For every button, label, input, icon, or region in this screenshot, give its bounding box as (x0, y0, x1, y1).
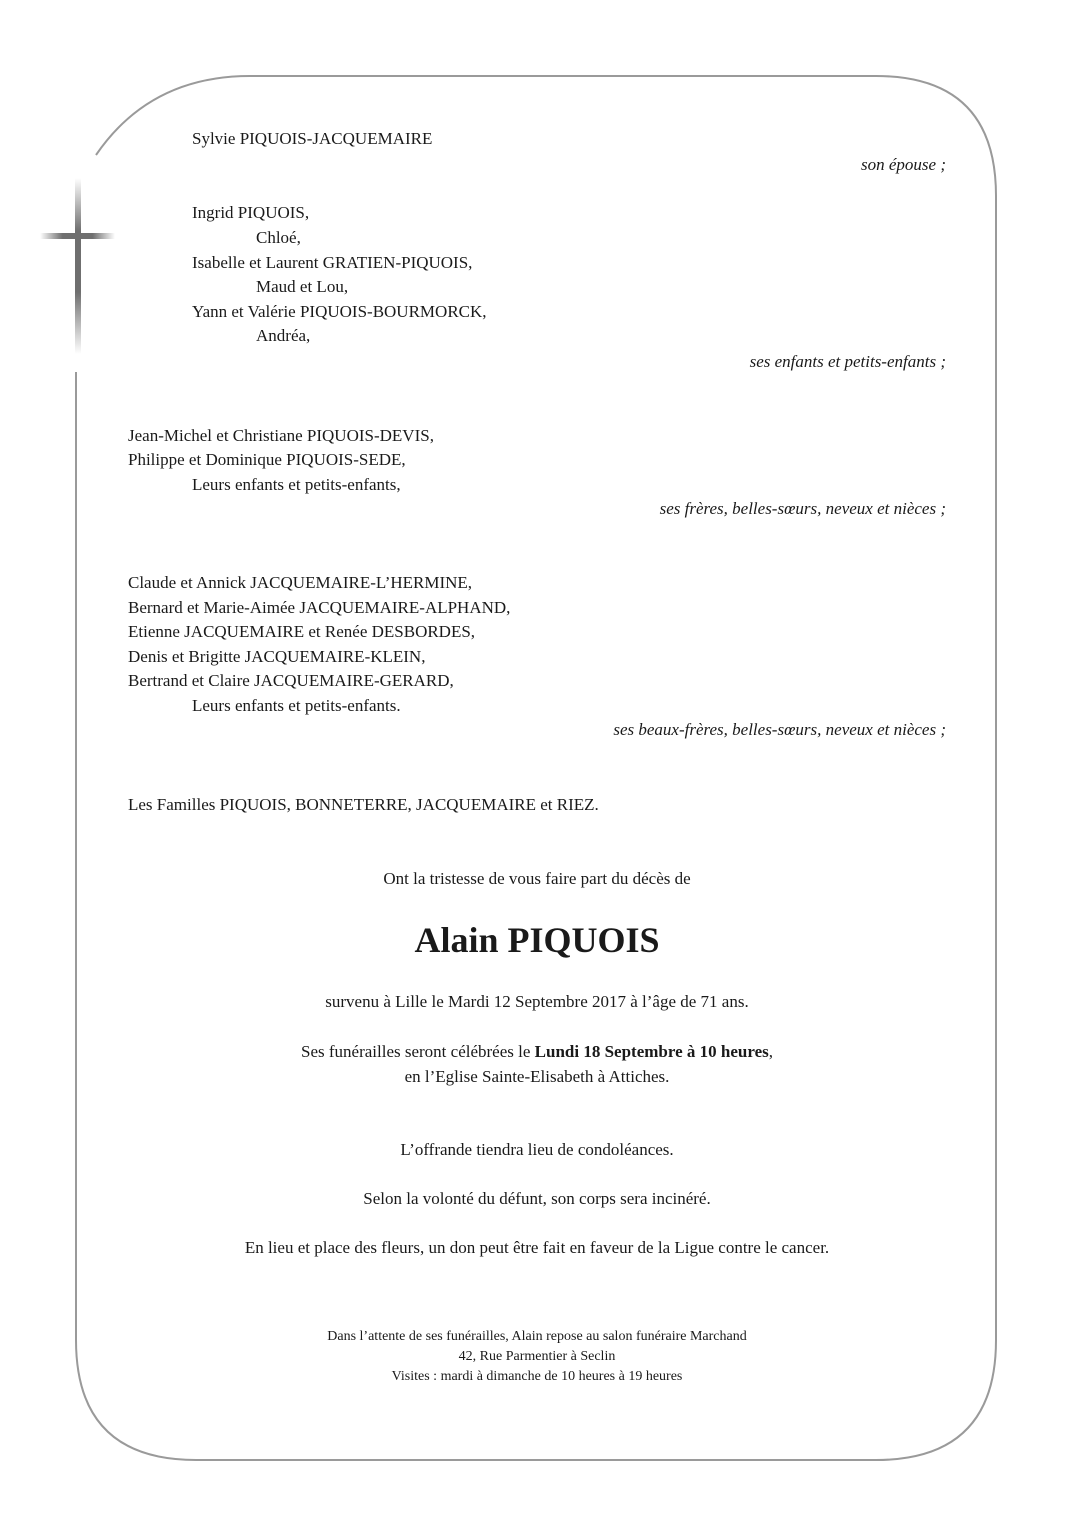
grandchild-line: Andréa, (256, 326, 311, 345)
in-laws-relation: ses beaux-frères, belles-sœurs, neveux et nièces ; (613, 720, 946, 739)
child-line: Ingrid PIQUOIS, (192, 203, 310, 222)
funeral-suffix: , (768, 1042, 773, 1061)
child-line: Yann et Valérie PIQUOIS-BOURMORCK, (192, 302, 487, 321)
families-line: Les Familles PIQUOIS, BONNETERRE, JACQUEMAIRE et RIEZ. (128, 795, 599, 814)
spouse-relation: son épouse ; (861, 155, 946, 174)
in-law-descendants-line: Leurs enfants et petits-enfants. (192, 696, 401, 715)
in-law-line: Claude et Annick JACQUEMAIRE-L’HERMINE, (128, 573, 473, 592)
spouse-name: Sylvie PIQUOIS-JACQUEMAIRE (192, 129, 433, 148)
note-cremation: Selon la volonté du défunt, son corps sera incinéré. (363, 1189, 711, 1208)
announcement-text: Ont la tristesse de vous faire part du décès de (383, 869, 691, 888)
note-condolences: L’offrande tiendra lieu de condoléances. (400, 1140, 674, 1159)
funeral-date: Lundi 18 Septembre à 10 heures (534, 1042, 769, 1061)
footer-line: Dans l’attente de ses funérailles, Alain repose au salon funéraire Marchand (327, 1329, 747, 1344)
sibling-line: Jean-Michel et Christiane PIQUOIS-DEVIS, (128, 426, 434, 445)
siblings-relation: ses frères, belles-sœurs, neveux et nièces ; (659, 499, 946, 518)
sibling-line: Philippe et Dominique PIQUOIS-SEDE, (128, 450, 406, 469)
note-donation: En lieu et place des fleurs, un don peut être fait en faveur de la Ligue contre le cancer. (244, 1238, 830, 1257)
grandchild-line: Chloé, (256, 228, 301, 247)
deceased-name: Alain PIQUOIS (414, 920, 660, 960)
grandchild-line: Maud et Lou, (256, 277, 349, 296)
footer-visits: Visites : mardi à dimanche de 10 heures à 19 heures (391, 1369, 683, 1384)
child-line: Isabelle et Laurent GRATIEN-PIQUOIS, (192, 253, 473, 272)
in-law-line: Bernard et Marie-Aimée JACQUEMAIRE-ALPHAND, (128, 598, 511, 617)
sibling-descendants-line: Leurs enfants et petits-enfants, (192, 475, 401, 494)
in-law-line: Etienne JACQUEMAIRE et Renée DESBORDES, (128, 622, 476, 641)
in-law-line: Bertrand et Claire JACQUEMAIRE-GERARD, (128, 671, 454, 690)
footer-address: 42, Rue Parmentier à Seclin (458, 1349, 616, 1364)
funeral-line (0, 1040, 1074, 1064)
funeral-place: en l’Eglise Sainte-Elisabeth à Attiches. (404, 1067, 670, 1086)
death-info: survenu à Lille le Mardi 12 Septembre 2017 à l’âge de 71 ans. (325, 992, 749, 1011)
children-relation: ses enfants et petits-enfants ; (749, 352, 946, 371)
in-law-line: Denis et Brigitte JACQUEMAIRE-KLEIN, (128, 647, 426, 666)
funeral-prefix: Ses funérailles seront célébrées le (301, 1042, 535, 1061)
